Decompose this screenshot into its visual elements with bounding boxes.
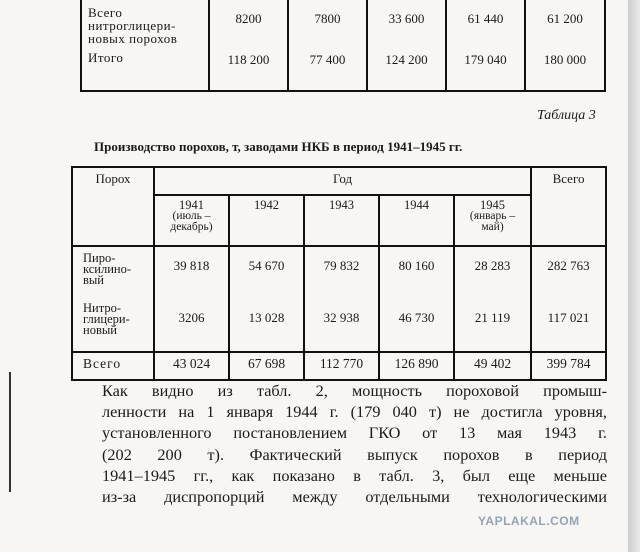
paragraph-line: (202 200 т). Фактический выпуск порохов в период [102, 444, 607, 464]
grand-value: 179 040 [464, 52, 507, 67]
table-cell [209, 0, 288, 91]
table-cell [154, 246, 229, 352]
year-header [154, 195, 229, 246]
year-header [229, 195, 304, 246]
cell-value: 32 938 [323, 310, 360, 325]
cell-value: 80 160 [398, 258, 435, 273]
cell-value: 117 021 [547, 310, 590, 325]
watermark: YAPLAKAL.COM [478, 514, 580, 528]
paragraph-line: установленного постановлением ГКО от 13 мая 1943 г. [102, 423, 607, 443]
row-label-pyroxylin [83, 247, 153, 299]
table-cell [288, 0, 367, 91]
table-2-continued [80, 0, 606, 92]
table-cell [229, 246, 304, 352]
row-label-line: ксилино- [83, 262, 132, 276]
cell-value: 3206 [178, 310, 205, 325]
grand-value: 77 400 [309, 52, 346, 67]
grand-total-value: 399 784 [531, 352, 606, 380]
row-label-line: Нитро- [83, 301, 121, 315]
total-value: 43 024 [154, 352, 229, 380]
table-cell [304, 246, 379, 352]
cell-value: 21 119 [474, 310, 511, 325]
total-value: 67 698 [229, 352, 304, 380]
total-label: Всего [72, 352, 154, 380]
header-year [154, 167, 531, 195]
grand-value: 180 000 [543, 52, 587, 67]
page-edge-shadow [628, 0, 640, 552]
header-gunpowder-label: Порох [95, 171, 131, 186]
total-value: 61 200 [547, 11, 583, 26]
paragraph-line: из-за диспропорций между отдельными технологическими [102, 486, 607, 506]
header-gunpowder [72, 167, 154, 246]
paragraph-line: Как видно из табл. 2, мощность пороховой промыш- [102, 381, 607, 400]
year-header [379, 195, 454, 246]
margin-mark [9, 372, 11, 492]
total-value: 112 770 [304, 352, 379, 380]
year-value: 1945 [480, 198, 506, 212]
row-label-nitroglycerin [83, 299, 153, 351]
row-label: нитроглицери- [88, 18, 176, 33]
grand-value: 124 200 [385, 52, 428, 67]
row-label: новых порохов [88, 31, 178, 46]
row-label-line: глицери- [83, 312, 130, 326]
table-title: Производство порохов, т, заводами НКБ в период 1941–1945 гг. [94, 139, 463, 154]
year-value: 1944 [404, 198, 429, 212]
table-cell [531, 246, 606, 352]
cell-value: 39 818 [173, 258, 210, 273]
cell-value: 54 670 [248, 258, 285, 273]
row-label-line: новый [83, 323, 117, 337]
table-caption: Таблица 3 [537, 108, 596, 123]
paragraph-line: 1941–1945 гг., как показано в табл. 3, был еще меньше [102, 465, 607, 485]
table-3 [71, 166, 607, 381]
header-year-label: Год [332, 171, 353, 186]
cell-value: 79 832 [323, 258, 360, 273]
year-value: 1943 [329, 198, 354, 212]
table-cell [454, 246, 531, 352]
year-value: 1942 [254, 198, 279, 212]
year-note: декабрь) [170, 221, 213, 233]
row-label-line: вый [83, 273, 104, 287]
year-note: (июль – [172, 210, 211, 222]
total-value: 8200 [235, 11, 262, 26]
table-cell [446, 0, 525, 91]
row-labels [72, 246, 154, 352]
header-total-label: Всего [552, 171, 585, 186]
year-header [304, 195, 379, 246]
total-value: 126 890 [379, 352, 454, 380]
row-label: Всего [88, 5, 123, 20]
year-note: (январь – [469, 210, 516, 222]
table2-row-labels [81, 0, 209, 91]
table-cell [367, 0, 446, 91]
body-paragraph [102, 380, 607, 507]
table-cell [525, 0, 605, 91]
cell-value: 282 763 [547, 258, 590, 273]
total-value: 33 600 [388, 11, 425, 26]
table-cell [379, 246, 454, 352]
total-value: 49 402 [454, 352, 531, 380]
row-label: Итого [88, 50, 124, 65]
cell-value: 13 028 [248, 310, 285, 325]
header-total [531, 167, 606, 246]
grand-value: 118 200 [227, 52, 270, 67]
year-value: 1941 [179, 198, 204, 212]
row-label-line: Пиро- [83, 251, 116, 265]
year-header [454, 195, 531, 246]
total-value: 61 440 [467, 11, 504, 26]
cell-value: 46 730 [398, 310, 435, 325]
year-note: май) [481, 221, 504, 233]
paragraph-line: ленности на 1 января 1944 г. (179 040 т) не достигла уровня, [102, 402, 607, 422]
cell-value: 28 283 [474, 258, 511, 273]
total-value: 7800 [314, 11, 341, 26]
